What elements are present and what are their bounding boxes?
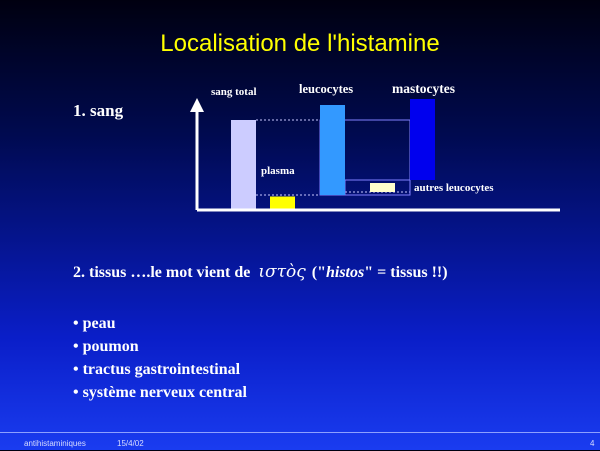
- section-sang-heading: 1. sang: [73, 101, 124, 120]
- label-mastocytes: mastocytes: [392, 81, 455, 96]
- list-item: • peau: [73, 315, 116, 332]
- label-sang-total: sang total: [211, 86, 257, 98]
- bar-leucocytes: [320, 105, 345, 195]
- greek-word: ιστὸς: [258, 262, 306, 282]
- footer-page-number: 4: [590, 439, 595, 448]
- label-leucocytes: leucocytes: [299, 82, 354, 96]
- chart-bars: [231, 99, 435, 210]
- bar-plasma: [270, 197, 295, 211]
- footer-presentation-name: antihistaminiques: [24, 439, 86, 448]
- bar-mastocytes: [410, 99, 435, 180]
- tissue-list: [73, 312, 247, 404]
- list-item: • poumon: [73, 338, 139, 355]
- slide-title: Localisation de l'histamine: [160, 30, 440, 57]
- label-autres-leucocytes: autres leucocytes: [414, 182, 494, 194]
- histos-word: histos: [325, 264, 365, 281]
- label-plasma: plasma: [261, 165, 295, 177]
- footer-date: 15/4/02: [117, 439, 144, 448]
- y-axis-arrow: [190, 98, 204, 112]
- slide-footer: [0, 432, 600, 451]
- paren-open: (": [311, 264, 326, 281]
- list-item: • système nerveux central: [73, 384, 247, 401]
- paren-close: " = tissus !!): [364, 264, 448, 281]
- tissus-prefix: 2. tissus ….le mot vient de: [73, 264, 251, 281]
- section-tissus-heading: [73, 262, 448, 282]
- bar-sang-total: [231, 120, 256, 210]
- list-item: • tractus gastrointestinal: [73, 361, 241, 378]
- bar-autres-leucocytes: [370, 183, 395, 192]
